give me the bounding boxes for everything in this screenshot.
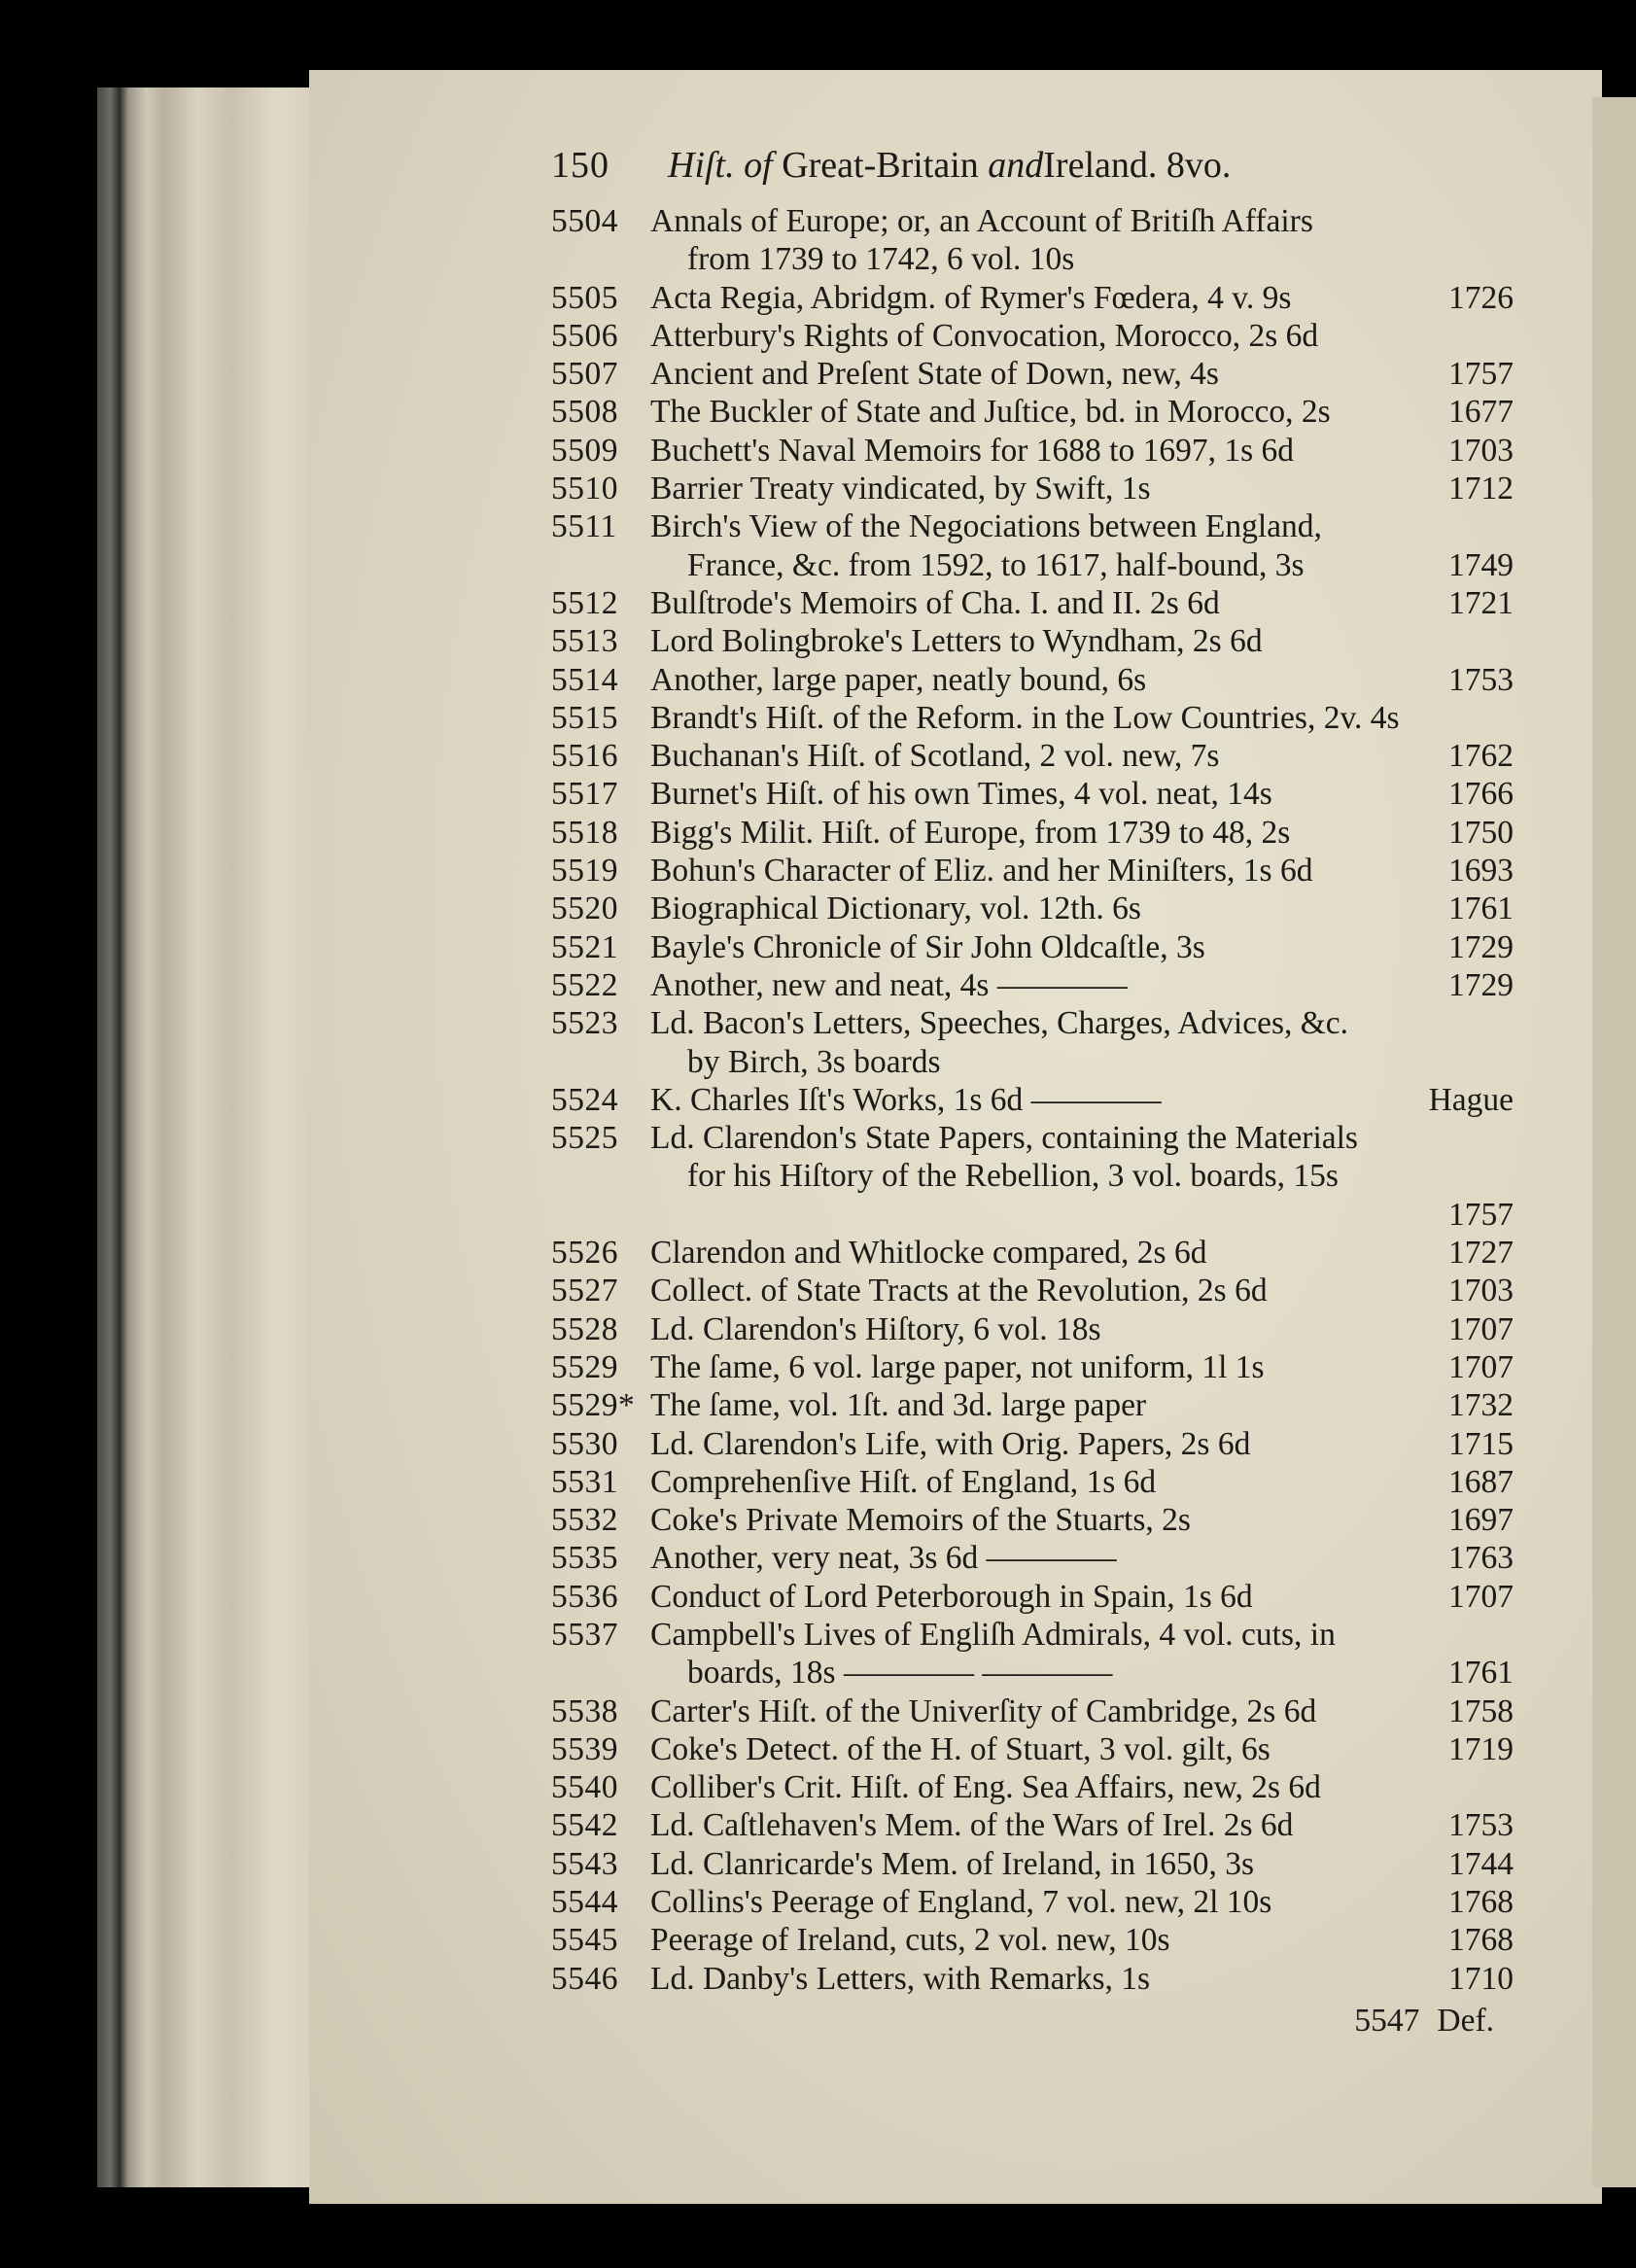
entry-year: 1768 (1448, 1922, 1514, 1959)
entry-description: Ld. Clanricarde's Mem. of Ireland, in 1650, 3s (650, 1845, 1254, 1882)
entry-body (650, 1425, 1514, 1463)
entry-number: 5525 (551, 1120, 618, 1157)
entry-number: 5526 (551, 1235, 618, 1272)
entry-number: 5542 (551, 1807, 618, 1844)
entry-body (650, 1960, 1514, 1998)
entry-line (650, 1196, 1514, 1234)
entry-line (650, 1043, 1514, 1081)
entry-number: 5505 (551, 279, 618, 316)
running-title (668, 144, 1514, 187)
entry-number: 5504 (551, 203, 618, 239)
entry-line (650, 355, 1514, 393)
catalogue-entry (551, 622, 1514, 660)
entry-year: 1677 (1448, 394, 1514, 431)
catalogue-entry (551, 1806, 1514, 1844)
entry-description: Comprehenſive Hiſt. of England, 1s 6d (650, 1463, 1157, 1500)
entry-year: Hague (1428, 1081, 1514, 1118)
entry-line (650, 1119, 1514, 1157)
entry-body (650, 1730, 1514, 1768)
page-content (551, 144, 1514, 2040)
entry-line (650, 1960, 1514, 1998)
entry-description: Bayle's Chronicle of Sir John Oldcaſtle, 3s (650, 928, 1205, 965)
entry-body (650, 1463, 1514, 1501)
entry-line (650, 1081, 1514, 1119)
entry-description: Another, very neat, 3s 6d ———— (650, 1540, 1117, 1577)
entry-number: 5527 (551, 1273, 618, 1309)
entry-line (650, 1578, 1514, 1616)
entry-line (650, 1425, 1514, 1463)
entry-body (650, 279, 1514, 317)
entry-description: Coke's Private Memoirs of the Stuarts, 2s (650, 1502, 1191, 1539)
entry-number: 5546 (551, 1960, 618, 1997)
entry-number: 5513 (551, 623, 618, 660)
entry-line (650, 1616, 1514, 1654)
catchword-text: Def. (1437, 2002, 1494, 2039)
entry-body (650, 393, 1514, 431)
entry-body (650, 928, 1514, 966)
title-part-italic: and (988, 145, 1044, 186)
catalogue-entry (551, 966, 1514, 1004)
title-part: Ireland. (1043, 145, 1158, 186)
entry-body (650, 1501, 1514, 1539)
entry-line (650, 775, 1514, 813)
entry-description: Ld. Clarendon's Life, with Orig. Papers, 2s 6d (650, 1425, 1251, 1462)
entry-description: Ld. Clarendon's State Papers, containing the Materials (650, 1120, 1358, 1157)
entry-body (650, 814, 1514, 852)
title-part-italic: Hiſt. of (668, 145, 773, 186)
entry-description: Bohun's Character of Eliz. and her Miniſters, 1s 6d (650, 853, 1313, 890)
entry-year: 1744 (1448, 1845, 1514, 1882)
entry-description: The Buckler of State and Juſtice, bd. in Morocco, 2s (650, 394, 1331, 431)
entry-year: 1766 (1448, 776, 1514, 813)
entry-line (650, 1539, 1514, 1577)
entry-line (650, 890, 1514, 927)
catalogue-entry (551, 1310, 1514, 1348)
entry-number: 5535 (551, 1540, 618, 1577)
entry-description: Another, new and neat, 4s ———— (650, 966, 1128, 1003)
entry-body (650, 1692, 1514, 1730)
entry-description: The ſame, vol. 1ſt. and 3d. large paper (650, 1387, 1147, 1424)
entry-description: Conduct of Lord Peterborough in Spain, 1s 6d (650, 1578, 1253, 1615)
entry-body (650, 1234, 1514, 1272)
entry-body (650, 737, 1514, 775)
catalogue-entries (551, 202, 1514, 1998)
entry-body (650, 775, 1514, 813)
entry-body (650, 1883, 1514, 1921)
entry-year: 1750 (1448, 814, 1514, 851)
entry-description: Campbell's Lives of Engliſh Admirals, 4 vol. cuts, in (650, 1616, 1336, 1653)
entry-body (650, 1616, 1514, 1692)
entry-line (650, 1692, 1514, 1730)
entry-body (650, 852, 1514, 890)
catalogue-entry (551, 1883, 1514, 1921)
entry-year: 1768 (1448, 1884, 1514, 1921)
entry-description: Brandt's Hiſt. of the Reform. in the Low Countries, 2v. 4s (650, 699, 1400, 736)
entry-body (650, 1386, 1514, 1424)
entry-year: 1727 (1448, 1235, 1514, 1272)
entry-line (650, 699, 1514, 737)
entry-number: 5514 (551, 661, 618, 698)
entry-line (650, 1386, 1514, 1424)
catalogue-entry (551, 507, 1514, 584)
entry-line (650, 1310, 1514, 1348)
entry-description: Coke's Detect. of the H. of Stuart, 3 vol. gilt, 6s (650, 1730, 1271, 1767)
catalogue-entry (551, 1501, 1514, 1539)
entry-body (650, 1081, 1514, 1119)
catalogue-entry (551, 432, 1514, 470)
entry-line (650, 470, 1514, 507)
catalogue-entry (551, 1348, 1514, 1386)
entry-number: 5512 (551, 584, 618, 621)
entry-year: 1757 (1448, 356, 1514, 393)
entry-year: 1757 (1448, 1196, 1514, 1233)
catalogue-entry (551, 1692, 1514, 1730)
catalogue-entry (551, 1921, 1514, 1959)
entry-body (650, 1272, 1514, 1309)
entry-line (650, 393, 1514, 431)
catalogue-entry (551, 1960, 1514, 1998)
entry-number: 5519 (551, 853, 618, 890)
entry-description: Birch's View of the Negociations between England, (650, 508, 1322, 545)
catalogue-entry (551, 1425, 1514, 1463)
entry-line (650, 1921, 1514, 1959)
entry-description: Ld. Danby's Letters, with Remarks, 1s (650, 1960, 1151, 1997)
entry-year: 1703 (1448, 1273, 1514, 1309)
catalogue-entry (551, 1845, 1514, 1883)
entry-number: 5515 (551, 699, 618, 736)
entry-line (650, 1272, 1514, 1309)
entry-body (650, 1539, 1514, 1577)
facing-page-edge (1592, 97, 1636, 2187)
entry-description: for his Hiſtory of the Rebellion, 3 vol. boards, 15s (687, 1158, 1339, 1195)
entry-number: 5531 (551, 1463, 618, 1500)
catalogue-entry (551, 584, 1514, 622)
entry-description: Ancient and Preſent State of Down, new, 4s (650, 356, 1219, 393)
entry-line (650, 1768, 1514, 1806)
entry-body (650, 890, 1514, 927)
entry-number: 5532 (551, 1502, 618, 1539)
entry-number: 5506 (551, 317, 618, 354)
entry-number: 5539 (551, 1730, 618, 1767)
entry-line (650, 1004, 1514, 1042)
catalogue-entry (551, 699, 1514, 737)
catalogue-entry (551, 202, 1514, 279)
entry-body (650, 1310, 1514, 1348)
catalogue-entry (551, 1386, 1514, 1424)
title-part: Great-Britain (782, 145, 979, 186)
entry-description: Buchanan's Hiſt. of Scotland, 2 vol. new, 7s (650, 738, 1220, 775)
entry-body (650, 1845, 1514, 1883)
entry-line (650, 1883, 1514, 1921)
entry-year: 1729 (1448, 966, 1514, 1003)
entry-number: 5522 (551, 966, 618, 1003)
entry-number: 5540 (551, 1769, 618, 1806)
entry-year: 1761 (1448, 1655, 1514, 1692)
entry-line (650, 317, 1514, 355)
entry-year: 1687 (1448, 1463, 1514, 1500)
entry-description: Acta Regia, Abridgm. of Rymer's Fœdera, 4 v. 9s (650, 279, 1292, 316)
entry-description: Bulſtrode's Memoirs of Cha. I. and II. 2s 6d (650, 584, 1220, 621)
entry-line (650, 622, 1514, 660)
entry-description: Ld. Clarendon's Hiſtory, 6 vol. 18s (650, 1310, 1101, 1347)
entry-number: 5510 (551, 471, 618, 507)
entry-year: 1707 (1448, 1310, 1514, 1347)
entry-description: K. Charles Iſt's Works, 1s 6d ———— (650, 1081, 1162, 1118)
entry-description: The ſame, 6 vol. large paper, not uniform, 1l 1s (650, 1348, 1265, 1385)
entry-description: Bigg's Milit. Hiſt. of Europe, from 1739 to 48, 2s (650, 814, 1291, 851)
entry-year: 1729 (1448, 928, 1514, 965)
entry-line (650, 584, 1514, 622)
catalogue-entry (551, 355, 1514, 393)
entry-year: 1721 (1448, 584, 1514, 621)
catalogue-entry (551, 1539, 1514, 1577)
entry-line (650, 966, 1514, 1004)
entry-description: Biographical Dictionary, vol. 12th. 6s (650, 890, 1141, 927)
entry-body (650, 661, 1514, 699)
entry-number: 5509 (551, 432, 618, 469)
entry-number: 5523 (551, 1005, 618, 1042)
catalogue-entry (551, 1234, 1514, 1272)
entry-year: 1703 (1448, 432, 1514, 469)
entry-body (650, 355, 1514, 393)
catalogue-entry (551, 1578, 1514, 1616)
entry-number: 5507 (551, 356, 618, 393)
entry-year: 1715 (1448, 1425, 1514, 1462)
entry-year: 1762 (1448, 738, 1514, 775)
entry-number: 5530 (551, 1425, 618, 1462)
catalogue-entry (551, 279, 1514, 317)
catalogue-entry (551, 1081, 1514, 1119)
entry-number: 5543 (551, 1845, 618, 1882)
catalogue-entry (551, 737, 1514, 775)
entry-year: 1753 (1448, 1807, 1514, 1844)
entry-description: Barrier Treaty vindicated, by Swift, 1s (650, 471, 1151, 507)
entry-number: 5536 (551, 1578, 618, 1615)
entry-number: 5508 (551, 394, 618, 431)
entry-body (650, 470, 1514, 507)
entry-year: 1763 (1448, 1540, 1514, 1577)
entry-body (650, 1768, 1514, 1806)
entry-description: Burnet's Hiſt. of his own Times, 4 vol. neat, 14s (650, 776, 1272, 813)
entry-year: 1697 (1448, 1502, 1514, 1539)
catalogue-entry (551, 661, 1514, 699)
catalogue-entry (551, 1119, 1514, 1234)
catalogue-entry (551, 928, 1514, 966)
entry-body (650, 622, 1514, 660)
entry-year: 1749 (1448, 546, 1514, 583)
entry-number: 5545 (551, 1922, 618, 1959)
entry-line (650, 1806, 1514, 1844)
entry-line (650, 1501, 1514, 1539)
entry-description: Annals of Europe; or, an Account of Britiſh Affairs (650, 203, 1313, 239)
catalogue-entry (551, 1616, 1514, 1692)
entry-body (650, 966, 1514, 1004)
entry-description: Buchett's Naval Memoirs for 1688 to 1697, 1s 6d (650, 432, 1295, 469)
page-number: 150 (551, 145, 609, 186)
entry-number: 5524 (551, 1081, 618, 1118)
catalogue-entry (551, 852, 1514, 890)
entry-line (650, 852, 1514, 890)
entry-line (650, 1463, 1514, 1501)
catalogue-entry (551, 1768, 1514, 1806)
entry-line (650, 737, 1514, 775)
entry-body (650, 584, 1514, 622)
entry-year: 1726 (1448, 279, 1514, 316)
entry-description: by Birch, 3s boards (687, 1043, 941, 1080)
entry-number: 5520 (551, 890, 618, 927)
entry-number: 5538 (551, 1692, 618, 1729)
running-header (551, 144, 1514, 202)
entry-description: Clarendon and Whitlocke compared, 2s 6d (650, 1235, 1207, 1272)
entry-line (650, 1234, 1514, 1272)
entry-number: 5544 (551, 1884, 618, 1921)
entry-body (650, 317, 1514, 355)
entry-year: 1732 (1448, 1387, 1514, 1424)
entry-body (650, 1806, 1514, 1844)
entry-description: Ld. Bacon's Letters, Speeches, Charges, Advices, &c. (650, 1005, 1349, 1042)
entry-year: 1710 (1448, 1960, 1514, 1997)
entry-year: 1707 (1448, 1348, 1514, 1385)
entry-line (650, 507, 1514, 545)
entry-number: 5529 (551, 1348, 618, 1385)
entry-description: France, &c. from 1592, to 1617, half-bound, 3s (687, 546, 1305, 583)
entry-description: Carter's Hiſt. of the Univerſity of Cambridge, 2s 6d (650, 1692, 1317, 1729)
entry-body (650, 507, 1514, 584)
entry-line (650, 279, 1514, 317)
catalogue-entry (551, 775, 1514, 813)
catalogue-entry (551, 317, 1514, 355)
entry-year: 1693 (1448, 853, 1514, 890)
entry-number: 5537 (551, 1616, 618, 1653)
entry-year: 1758 (1448, 1692, 1514, 1729)
entry-body (650, 202, 1514, 279)
entry-line (650, 202, 1514, 240)
entry-body (650, 1119, 1514, 1234)
entry-description: Atterbury's Rights of Convocation, Morocco, 2s 6d (650, 317, 1319, 354)
entry-description: Lord Bolingbroke's Letters to Wyndham, 2s 6d (650, 623, 1263, 660)
entry-body (650, 1578, 1514, 1616)
entry-year: 1753 (1448, 661, 1514, 698)
page-edges (97, 87, 321, 2187)
entry-year: 1712 (1448, 471, 1514, 507)
entry-number: 5516 (551, 738, 618, 775)
entry-description: Another, large paper, neatly bound, 6s (650, 661, 1147, 698)
entry-body (650, 1921, 1514, 1959)
entry-description: from 1739 to 1742, 6 vol. 10s (687, 241, 1075, 278)
entry-number: 5528 (551, 1310, 618, 1347)
entry-body (650, 1348, 1514, 1386)
entry-description: Peerage of Ireland, cuts, 2 vol. new, 10s (650, 1922, 1170, 1959)
entry-line (650, 1348, 1514, 1386)
entry-description: Collins's Peerage of England, 7 vol. new, 2l 10s (650, 1884, 1272, 1921)
entry-line (650, 1157, 1514, 1195)
entry-line (650, 661, 1514, 699)
entry-description: Ld. Caſtlehaven's Mem. of the Wars of Irel. 2s 6d (650, 1807, 1294, 1844)
entry-number: 5517 (551, 776, 618, 813)
entry-line (650, 1730, 1514, 1768)
entry-number: 5511 (551, 508, 617, 545)
entry-line (650, 546, 1514, 584)
entry-line (650, 240, 1514, 278)
catchword (551, 2002, 1514, 2040)
catalogue-entry (551, 1730, 1514, 1768)
catalogue-entry (551, 1463, 1514, 1501)
entry-body (650, 1004, 1514, 1081)
entry-line (650, 432, 1514, 470)
entry-line (650, 928, 1514, 966)
entry-number: 5529* (551, 1387, 636, 1424)
catalogue-entry (551, 1272, 1514, 1309)
catalogue-entry (551, 1004, 1514, 1081)
catalogue-entry (551, 393, 1514, 431)
entry-description: boards, 18s ———— ———— (687, 1655, 1113, 1692)
catalogue-entry (551, 890, 1514, 927)
entry-year: 1707 (1448, 1578, 1514, 1615)
catchword-number: 5547 (1354, 2002, 1420, 2039)
entry-line (650, 1845, 1514, 1883)
entry-body (650, 432, 1514, 470)
entry-body (650, 699, 1514, 737)
entry-description: Collect. of State Tracts at the Revolution, 2s 6d (650, 1273, 1268, 1309)
entry-year: 1719 (1448, 1730, 1514, 1767)
catalogue-entry (551, 470, 1514, 507)
entry-year: 1761 (1448, 890, 1514, 927)
entry-line (650, 814, 1514, 852)
catalogue-entry (551, 814, 1514, 852)
entry-description: Colliber's Crit. Hiſt. of Eng. Sea Affairs, new, 2s 6d (650, 1769, 1321, 1806)
format-label: 8vo. (1166, 145, 1232, 186)
entry-number: 5521 (551, 928, 618, 965)
entry-line (650, 1654, 1514, 1692)
entry-number: 5518 (551, 814, 618, 851)
